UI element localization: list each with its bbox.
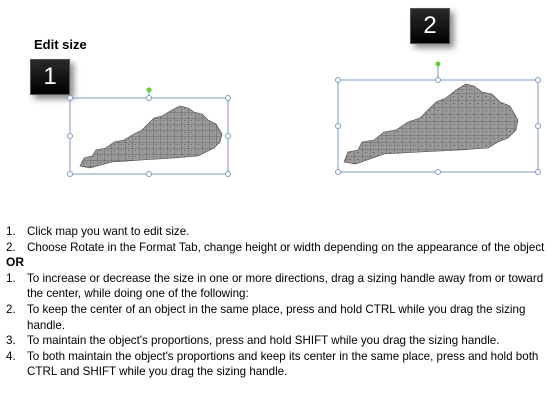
step-badge-1: 1 (30, 59, 70, 95)
list-item: 3. To maintain the object's proportions, press and hold SHIFT while you drag the sizing handle. (6, 334, 500, 348)
list-item: 4. To both maintain the object's proportions and keep its center in the same place, press and hold both CTRL and SHIFT while you drag the sizing handle. (6, 349, 539, 379)
steps-list-b (6, 271, 556, 380)
step-badge-2: 2 (410, 8, 450, 44)
steps-list-a (6, 224, 556, 255)
kentucky-map[interactable] (344, 84, 518, 164)
rotate-handle-icon[interactable] (147, 88, 152, 93)
map-object-large[interactable] (330, 58, 548, 178)
map-object-small[interactable] (62, 88, 244, 188)
list-item: 1. Click map you want to edit size. (6, 225, 190, 238)
instructions (6, 224, 556, 380)
list-item: 2. Choose Rotate in the Format Tab, change height or width depending on the appearance of the object (6, 240, 545, 254)
section-heading: Edit size (34, 37, 87, 52)
or-label: OR (6, 255, 24, 270)
rotate-handle-icon[interactable] (436, 62, 441, 67)
list-item: 1. To increase or decrease the size in one or more directions, drag a sizing handle away from or toward the center, while doing one of the following: (6, 271, 544, 301)
kentucky-map[interactable] (80, 106, 222, 168)
list-item: 2. To keep the center of an object in the same place, press and hold CTRL while you drag the sizing handle. (6, 302, 526, 332)
